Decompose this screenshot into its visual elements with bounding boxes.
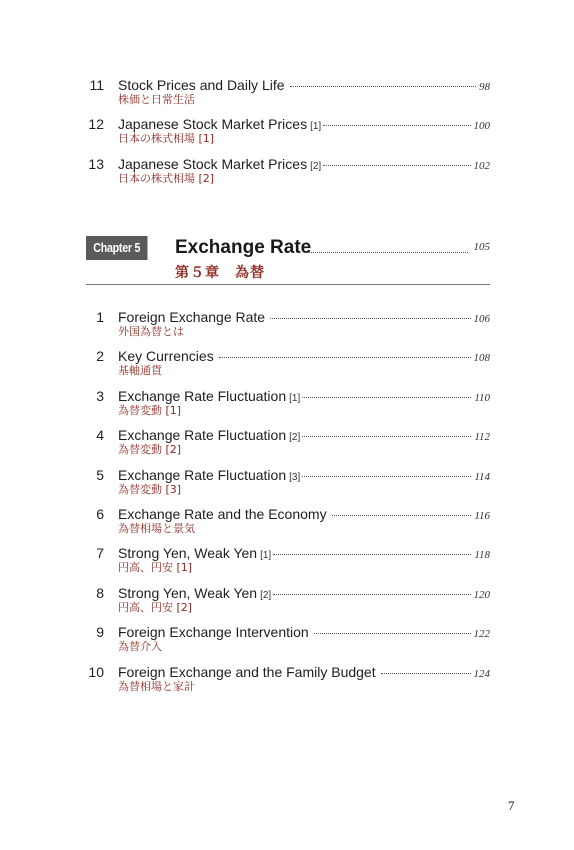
toc-entry[interactable] (86, 505, 490, 544)
entry-title: Exchange Rate Fluctuation (118, 466, 287, 483)
entry-japanese-title: 日本の株式相場 [1] (118, 132, 215, 146)
entry-tag: [1] (310, 121, 322, 133)
toc-entry[interactable] (86, 544, 490, 583)
entry-japanese-title: 円高、円安 [1] (118, 561, 193, 575)
entry-title: Strong Yen, Weak Yen (118, 545, 258, 562)
toc-entry[interactable] (86, 76, 490, 115)
leader-dots (323, 124, 470, 126)
entry-page: 106 (473, 313, 490, 325)
entry-number: 6 (96, 505, 104, 522)
toc-entry[interactable] (86, 584, 490, 623)
entry-number: 1 (96, 309, 104, 325)
entry-page: 122 (473, 628, 490, 641)
toc-entry[interactable] (86, 387, 490, 426)
entry-japanese-title: 外国為替とは (118, 325, 184, 338)
leader-dots (290, 85, 476, 87)
entry-title: Stock Prices and Daily Life (118, 77, 285, 93)
chapter-badge: Chapter 5 (86, 236, 148, 260)
entry-title: Foreign Exchange and the Family Budget (118, 663, 376, 680)
entry-title: Strong Yen, Weak Yen (118, 584, 258, 601)
entry-page: 118 (474, 549, 490, 562)
leader-dots (323, 164, 470, 166)
leader-dots (314, 632, 471, 634)
entry-page: 124 (473, 667, 490, 680)
leader-dots (302, 475, 471, 477)
toc-entry[interactable] (86, 155, 490, 194)
entry-japanese-title: 為替相場と家計 (118, 679, 195, 693)
entry-title: Exchange Rate Fluctuation (118, 387, 287, 404)
entry-number: 8 (96, 584, 104, 601)
leader-dots (332, 514, 472, 516)
entry-page: 114 (474, 470, 490, 483)
entry-japanese-title: 為替変動 [1] (118, 403, 182, 417)
entry-page: 120 (473, 588, 490, 601)
entry-number: 5 (96, 466, 104, 483)
entry-tag: [2] (310, 160, 322, 172)
entry-page: 102 (473, 159, 490, 172)
entry-page: 112 (474, 431, 490, 444)
entry-number: 9 (96, 624, 104, 641)
entry-japanese-title: 株価と日常生活 (118, 93, 195, 106)
entry-title: Japanese Stock Market Prices (118, 116, 308, 133)
entry-tag: [1] (260, 550, 272, 562)
entry-japanese-title: 円高、円安 [2] (118, 600, 193, 614)
entry-japanese-title: 日本の株式相場 [2] (118, 171, 215, 185)
entry-page: 98 (479, 81, 490, 93)
entry-number: 3 (96, 387, 104, 404)
entry-number: 2 (96, 348, 104, 365)
toc-top-block (86, 76, 490, 194)
leader-dots (270, 317, 470, 319)
chapter-divider (86, 284, 490, 285)
entry-number: 7 (96, 545, 104, 562)
entry-title: Japanese Stock Market Prices (118, 155, 308, 172)
chapter-page: 105 (473, 241, 490, 253)
entry-tag: [1] (289, 392, 301, 404)
chapter-heading[interactable] (86, 236, 490, 284)
toc-entry[interactable] (86, 115, 490, 154)
leader-dots (219, 356, 471, 358)
entry-japanese-title: 為替相場と景気 (118, 521, 195, 535)
toc-entry[interactable] (86, 308, 490, 347)
entry-number: 11 (89, 77, 104, 93)
toc-entry[interactable] (86, 663, 490, 702)
toc-entry[interactable] (86, 347, 490, 386)
entry-japanese-title: 為替変動 [3] (118, 482, 182, 496)
chapter-japanese-title: 第５章 為替 (175, 265, 265, 281)
entry-title: Foreign Exchange Rate (118, 309, 266, 325)
entry-tag: [2] (289, 432, 301, 444)
entry-japanese-title: 為替変動 [2] (118, 443, 182, 457)
page-number: 7 (508, 798, 515, 813)
entry-number: 10 (88, 663, 104, 680)
entry-number: 13 (88, 155, 104, 172)
leader-dots (302, 396, 471, 398)
leader-dots (273, 553, 471, 555)
entry-number: 4 (96, 427, 104, 444)
entry-page: 116 (474, 509, 490, 522)
entry-tag: [3] (289, 471, 301, 483)
entry-tag: [2] (260, 589, 272, 601)
entry-page: 108 (473, 352, 490, 365)
leader-dots (302, 435, 471, 437)
toc-entry[interactable] (86, 466, 490, 505)
entry-title: Foreign Exchange Intervention (118, 624, 309, 641)
entry-japanese-title: 基軸通貨 (118, 364, 162, 378)
entry-title: Exchange Rate and the Economy (118, 505, 327, 522)
leader-dots (306, 251, 468, 253)
toc-entry[interactable] (86, 623, 490, 662)
leader-dots (273, 593, 470, 595)
entry-page: 100 (473, 120, 490, 133)
entry-number: 12 (88, 116, 104, 133)
entry-japanese-title: 為替介入 (118, 640, 162, 654)
entry-title: Exchange Rate Fluctuation (118, 427, 287, 444)
leader-dots (381, 672, 471, 674)
chapter-title: Exchange Rate (175, 237, 312, 258)
toc-entry[interactable] (86, 426, 490, 465)
entry-page: 110 (474, 391, 490, 404)
entry-title: Key Currencies (118, 348, 214, 365)
toc-chapter-block (86, 308, 490, 702)
